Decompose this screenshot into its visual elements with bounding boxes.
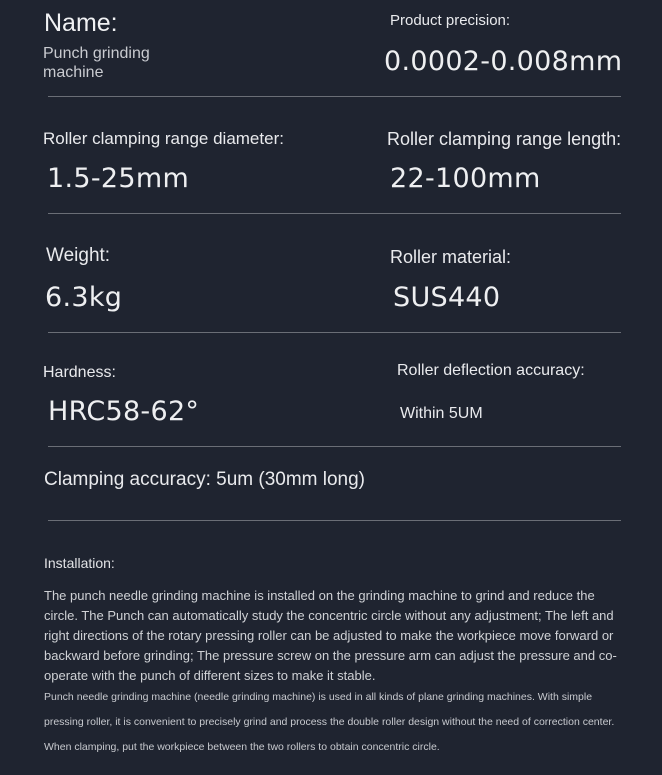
installation-paragraph-1: The punch needle grinding machine is installed on the grinding machine to grind and reduce the circle. The Punch can automatically study the concentric circle without any adjustment; The left and right directions of the rotary pressing roller can be adjusted to make the workpiece move forward or backward before grinding; The pressure screw on the pressure arm can adjust the pressure and co-operate with the punch of different sizes to make it stable. xyxy=(44,588,617,683)
deflection-value: Within 5UM xyxy=(400,405,483,422)
clamping-accuracy: Clamping accuracy: 5um (30mm long) xyxy=(44,469,366,490)
weight-label: Weight: xyxy=(46,245,111,266)
diameter-value: 1.5-25mm xyxy=(47,163,190,194)
precision-value: 0.0002-0.008mm xyxy=(384,46,623,77)
length-label: Roller clamping range length: xyxy=(387,129,622,149)
divider-2 xyxy=(48,213,621,214)
divider-4 xyxy=(48,446,621,447)
material-value: SUS440 xyxy=(393,282,501,313)
divider-5 xyxy=(48,520,621,521)
divider-1 xyxy=(48,96,621,97)
diameter-label: Roller clamping range diameter: xyxy=(43,129,284,148)
length-value: 22-100mm xyxy=(390,163,541,194)
hardness-label: Hardness: xyxy=(43,364,116,381)
hardness-value: HRC58-62° xyxy=(48,396,200,427)
material-label: Roller material: xyxy=(390,247,512,267)
installation-heading: Installation: xyxy=(44,555,115,571)
installation-paragraph-2: Punch needle grinding machine (needle grinding machine) is used in all kinds of plane grinding machines. With simple pressing roller, it is convenient to precisely grind and process the double roller design without the need of correction center. When clamping, put the workpiece between the two rollers to obtain concentric circle. xyxy=(44,691,615,753)
weight-value: 6.3kg xyxy=(45,282,123,313)
divider-3 xyxy=(48,332,621,333)
name-label: Name: xyxy=(44,9,118,37)
precision-label: Product precision: xyxy=(390,12,511,29)
name-value: Punch grinding machine xyxy=(43,45,150,81)
deflection-label: Roller deflection accuracy: xyxy=(397,362,585,379)
